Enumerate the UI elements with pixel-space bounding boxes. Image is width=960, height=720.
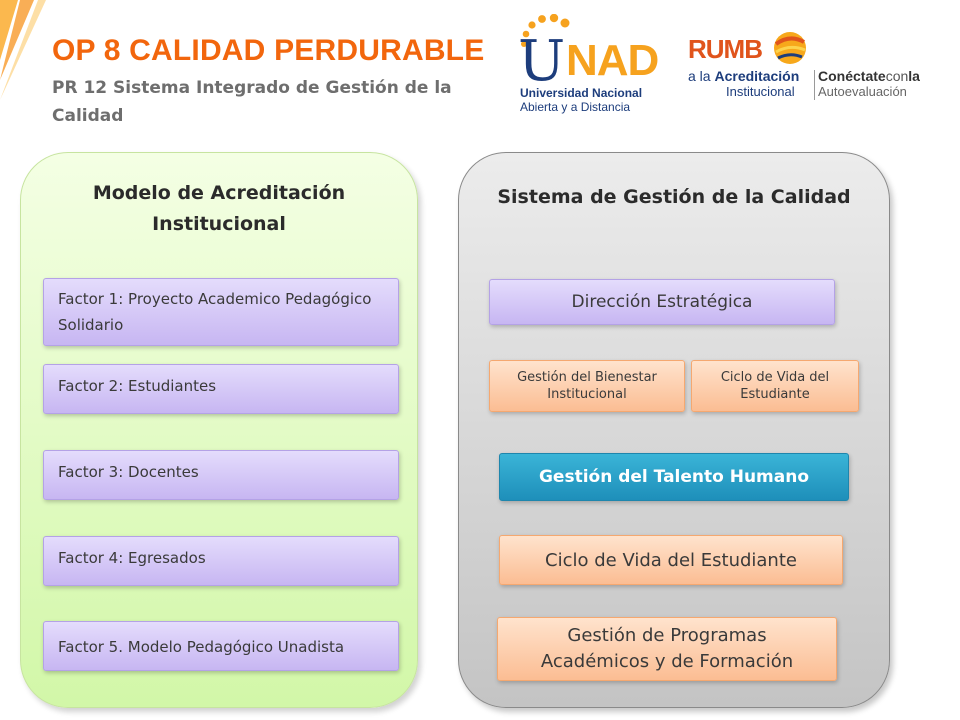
unad-letter-u: U <box>518 29 566 94</box>
factor-1-box[interactable]: Factor 1: Proyecto Academico Pedagógico Solidario <box>43 278 399 346</box>
acreditacion-panel-title: Modelo de Acreditación Institucional <box>92 182 346 235</box>
ciclo-vida-estudiante-box[interactable]: Ciclo de Vida del Estudiante <box>499 535 843 585</box>
rumbo-globe-icon <box>772 30 808 66</box>
unad-logo <box>516 14 676 114</box>
gestion-programas-box[interactable]: Gestión de Programas Académicos y de Formación <box>497 617 837 681</box>
factor-5-box[interactable]: Factor 5. Modelo Pedagógico Unadista <box>43 621 399 671</box>
rumbo-right-line1: Conéctateconla <box>818 68 920 84</box>
direccion-estrategica-box[interactable]: Dirección Estratégica <box>489 279 835 325</box>
rumbo-word: RUMB <box>688 34 762 64</box>
talento-humano-box[interactable]: Gestión del Talento Humano <box>499 453 849 501</box>
rumbo-separator <box>814 70 815 100</box>
unad-name-line2: Abierta y a Distancia <box>520 100 631 114</box>
factor-2-box[interactable]: Factor 2: Estudiantes <box>43 364 399 414</box>
acreditacion-panel <box>20 152 418 708</box>
page-title: OP 8 CALIDAD PERDURABLE <box>52 34 485 67</box>
ciclo-vida-estudiante-small-box[interactable]: Ciclo de Vida del Estudiante <box>691 360 859 412</box>
bienestar-institucional-box[interactable]: Gestión del Bienestar Institucional <box>489 360 685 412</box>
rumbo-right-line2: Autoevaluación <box>818 84 907 99</box>
factor-3-box[interactable]: Factor 3: Docentes <box>43 450 399 500</box>
rumbo-line2: Institucional <box>726 84 795 99</box>
rumbo-acreditacion-logo <box>688 30 928 100</box>
factor-4-box[interactable]: Factor 4: Egresados <box>43 536 399 586</box>
rumbo-line1: a la Acreditación <box>688 68 800 84</box>
gestion-calidad-panel-title: Sistema de Gestión de la Calidad <box>497 186 851 208</box>
gestion-calidad-panel <box>458 152 890 708</box>
unad-name-line1: Universidad Nacional <box>520 86 643 100</box>
unad-letters-nad: NAD <box>566 36 659 85</box>
page-subtitle: PR 12 Sistema Integrado de Gestión de la Calidad <box>52 78 452 126</box>
